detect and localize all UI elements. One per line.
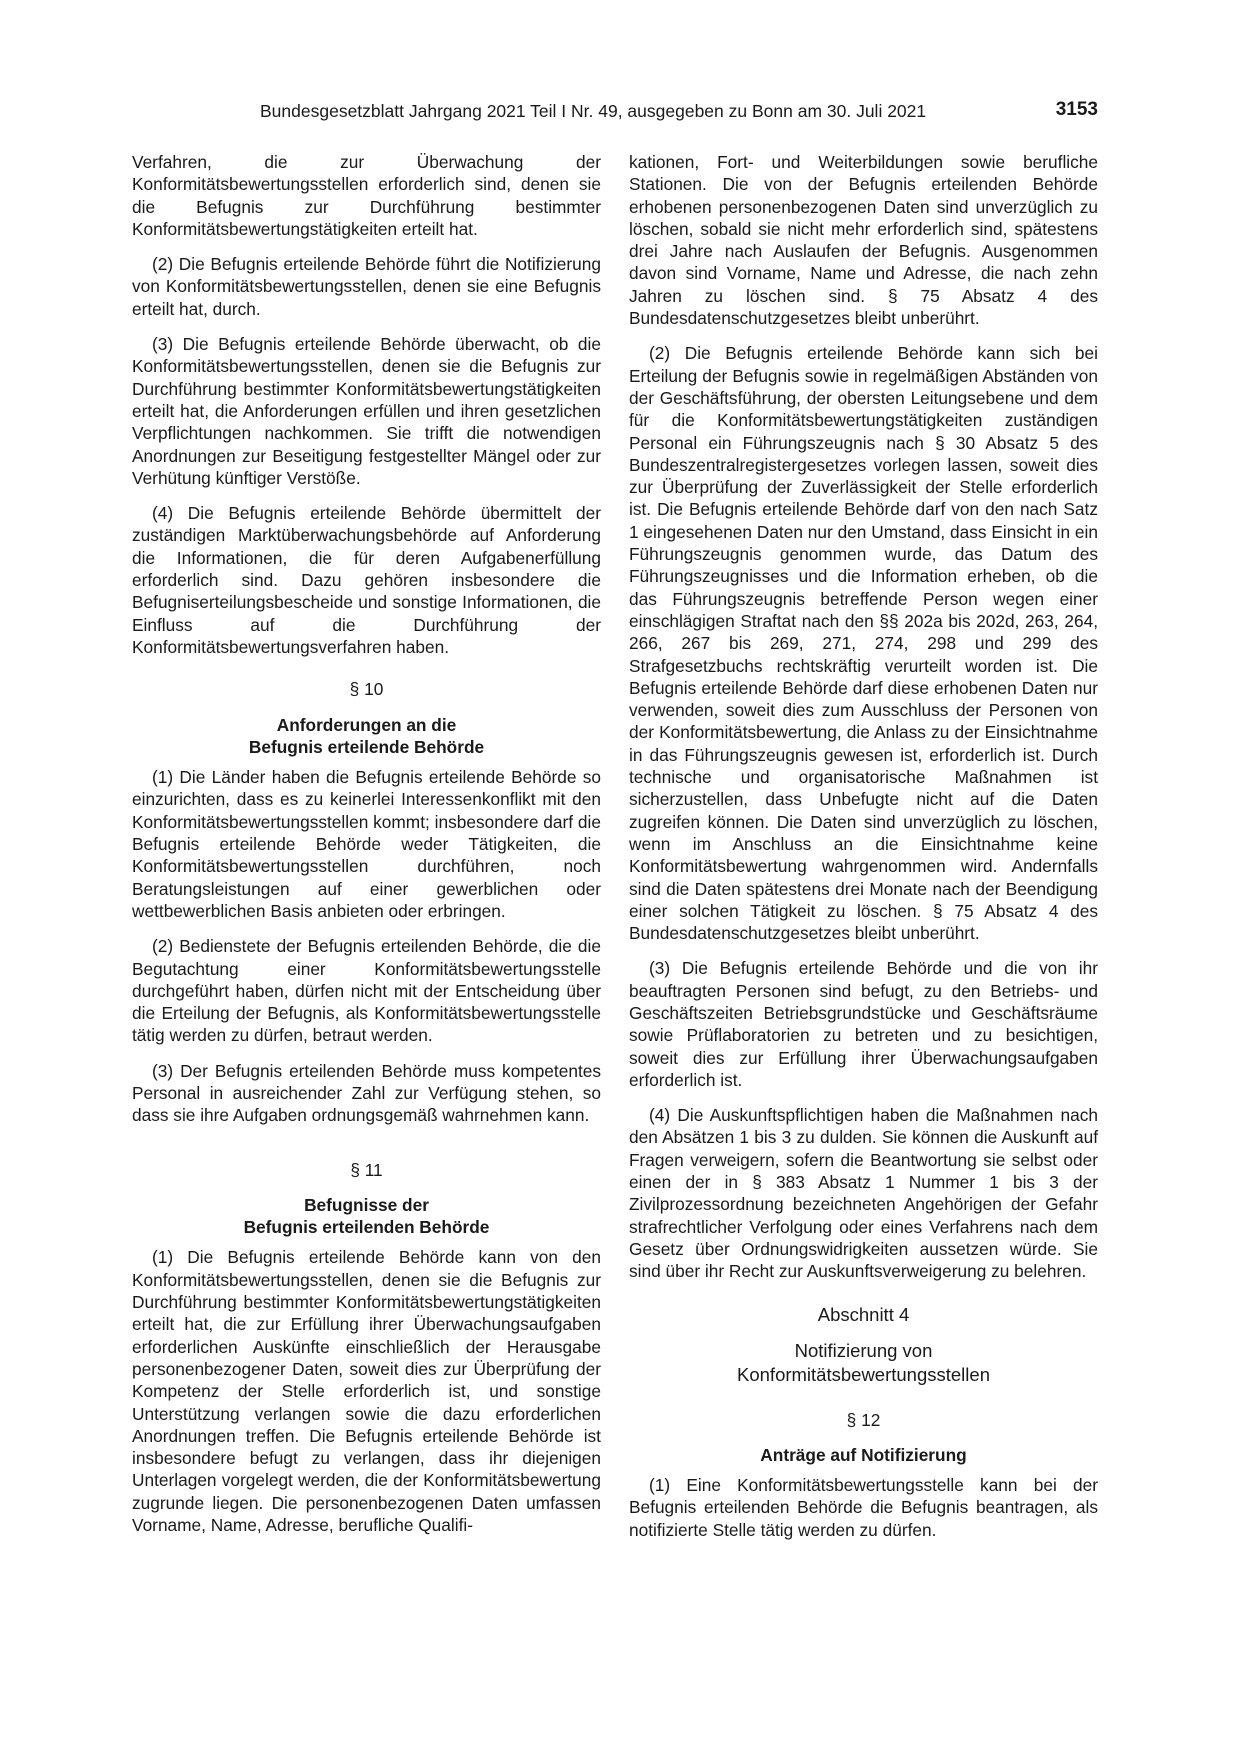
paragraph: (3) Der Befugnis erteilenden Behörde muss kompetentes Personal in ausreichender Zahl zur Verfügung stehen, so dass sie ihre Aufgaben ordnungsgemäß wahrnehmen kann. [132, 1060, 601, 1126]
section-title-line: Befugnis erteilenden Behörde [243, 1217, 490, 1238]
section-number: § 11 [350, 1159, 383, 1180]
paragraph: (1) Die Länder haben die Befugnis erteilende Behörde so einzurichten, dass es zu keinerlei Interessenkonflikt mit den Konformitätsbewertungsstellen kommt; insbesondere darf die Befugnis erteilende Behörde weder Tätigkeiten, die Konformitätsbewertungsstellen durchführen, noch Beratungsleistungen auf einer gewerblichen oder wettbewerblichen Basis anbieten oder erbringen. [132, 767, 601, 921]
section-title: Anträge auf Notifizierung [760, 1444, 967, 1465]
paragraph: (3) Die Befugnis erteilende Behörde überwacht, ob die Konformitätsbewertungsstellen, denen sie die Befugnis zur Durchführung bestimmter Konformitätsbewertungstätigkeiten erteilt hat, die Anforderungen erfüllen und ihren gesetzlichen Verpflichtungen nachkommen. Sie trifft die notwendigen Anordnungen zur Beseitigung festgestellter Mängel oder zur Verhütung künftiger Verstöße. [132, 334, 601, 488]
section-number: § 10 [349, 679, 384, 700]
chapter-title [629, 1339, 1098, 1387]
chapter-title-line: Konformitätsbewertungsstellen [737, 1363, 990, 1385]
section-title-line: Befugnisse der [304, 1194, 429, 1215]
paragraph: (2) Bedienstete der Befugnis erteilenden Behörde, die die Begutachtung einer Konformitätsbewertungsstelle durchgeführt haben, dürfen nicht mit der Entscheidung über die Erteilung der Befugnis, als Konformitätsbewertungsstelle tätig werden zu dürfen, betraut werden. [132, 936, 601, 1046]
paragraph: (2) Die Befugnis erteilende Behörde kann sich bei Erteilung der Befugnis sowie in regelmäßigen Abständen von der Geschäftsführung, der obersten Leitungsebene und dem für die Konformitätsbewertungstätigkeiten zuständigen Personal ein Führungszeugnis nach § 30 Absatz 5 des Bundeszentralregistergesetzes vorlegen lassen, soweit dies zur Überprüfung der Zuverlässigkeit der Stelle erforderlich ist. Die Befugnis erteilende Behörde darf von den nach Satz 1 eingesehenen Daten nur den Umstand, dass Einsicht in ein Führungszeugnis genommen wurde, das Datum des Führungszeugnisses und die Information erheben, ob die das Führungszeugnis betreffende Person wegen einer einschlägigen Straftat nach den §§ 202a bis 202d, 263, 264, 266, 267 bis 269, 271, 274, 298 und 299 des Strafgesetzbuchs rechtskräftig verurteilt worden ist. Die Befugnis erteilende Behörde darf diese erhobenen Daten nur verwenden, soweit dies zum Ausschluss der Personen von der Konformitätsbewertung, die Anlass zu der Einsichtnahme in das Führungszeugnis gewesen ist, erforderlich ist. Durch technische und organisatorische Maßnahmen ist sicherzustellen, dass Unbefugte nicht auf die Daten zugreifen können. Die Daten sind unverzüglich zu löschen, wenn im Anschluss an die Einsichtnahme keine Konformitätsbewertung wahrgenommen wird. Andernfalls sind die Daten spätestens drei Monate nach der Beendigung einer solchen Tätigkeit zu löschen. § 75 Absatz 4 des Bundesdatenschutzgesetzes bleibt unberührt. [629, 343, 1098, 944]
running-title: Bundesgesetzblatt Jahrgang 2021 Teil I Nr. 49, ausgegeben zu Bonn am 30. Juli 2021 [260, 101, 927, 121]
paragraph: (1) Die Befugnis erteilende Behörde kann von den Konformitätsbewertungsstellen, denen sie die Befugnis zur Durchführung bestimmter Konformitätsbewertungstätigkeiten erteilt hat, die zur Erfüllung ihrer Überwachungsaufgaben erforderlichen Auskünfte einschließlich der Herausgabe personenbezogener Daten, soweit dies zur Überprüfung der Kompetenz der Stelle erforderlich ist, und sonstige Unterstützung verlangen sowie die dazu erforderlichen Anordnungen treffen. Die Befugnis erteilende Behörde ist insbesondere befugt zu verlangen, dass ihr diejenigen Unterlagen vorgelegt werden, die der Konformitätsbewertung zugrunde liegen. Die personenbezogenen Daten umfassen Vorname, Name, Adresse, berufliche Qualifi- [132, 1247, 601, 1536]
section-title-line: Befugnis erteilende Behörde [248, 736, 485, 757]
section-number: § 12 [846, 1409, 881, 1430]
section-title [132, 1194, 601, 1239]
right-column [629, 151, 1098, 1554]
paragraph: (4) Die Auskunftspflichtigen haben die Maßnahmen nach den Absätzen 1 bis 3 zu dulden. Sie können die Auskunft auf Fragen verweigern, sofern die Beantwortung sie selbst oder einen der in § 383 Absatz 1 Nummer 1 bis 3 der Zivilprozessordnung bezeichneten Angehörigen der Gefahr strafrechtlicher Verfolgung oder eines Verfahrens nach dem Gesetz über Ordnungswidrigkeiten aussetzen würde. Sie sind über ihr Recht zur Auskunftsverweigerung zu belehren. [629, 1105, 1098, 1282]
paragraph: (1) Eine Konformitätsbewertungsstelle kann bei der Befugnis erteilenden Behörde die Befugnis beantragen, als notifizierte Stelle tätig werden zu dürfen. [629, 1475, 1098, 1540]
paragraph: (3) Die Befugnis erteilende Behörde und die von ihr beauftragten Personen sind befugt, zu den Betriebs- und Geschäftszeiten Betriebsgrundstücke und Geschäftsräume sowie Prüflaboratorien zu betreten und zu besichtigen, soweit dies zur Erfüllung ihrer Überwachungsaufgaben erforderlich ist. [629, 958, 1098, 1090]
paragraph: Verfahren, die zur Überwachung der Konformitätsbewertungsstellen erforderlich sind, denen sie die Befugnis zur Durchführung bestimmter Konformitätsbewertungstätigkeiten erteilt hat. [132, 152, 601, 239]
left-column [132, 151, 601, 1549]
paragraph: (2) Die Befugnis erteilende Behörde führt die Notifizierung von Konformitätsbewertungsstellen, denen sie eine Befugnis erteilt hat, durch. [132, 254, 601, 319]
section-title-line: Anforderungen an die [276, 714, 457, 735]
chapter-title-line: Notifizierung von [794, 1339, 933, 1361]
paragraph: (4) Die Befugnis erteilende Behörde übermittelt der zuständigen Marktüberwachungsbehörde auf Anforderung die Informationen, die für deren Aufgabenerfüllung erforderlich sind. Dazu gehören insbesondere die Befugniserteilungsbescheide und sonstige Informationen, die Einfluss auf die Durchführung der Konformitätsbewertungsverfahren haben. [132, 503, 601, 657]
section-title [132, 714, 601, 759]
paragraph: kationen, Fort- und Weiterbildungen sowie berufliche Stationen. Die von der Befugnis erteilenden Behörde erhobenen personenbezogenen Daten sind unverzüglich zu löschen, sobald sie nicht mehr erforderlich sind, spätestens drei Jahre nach Auslaufen der Befugnis. Ausgenommen davon sind Vorname, Name und Adresse, die nach zehn Jahren zu löschen sind. § 75 Absatz 4 des Bundesdatenschutzgesetzes bleibt unberührt. [629, 152, 1098, 329]
running-header [260, 101, 1098, 127]
page-number: 3153 [1055, 99, 1098, 120]
chapter-label: Abschnitt 4 [817, 1303, 910, 1325]
